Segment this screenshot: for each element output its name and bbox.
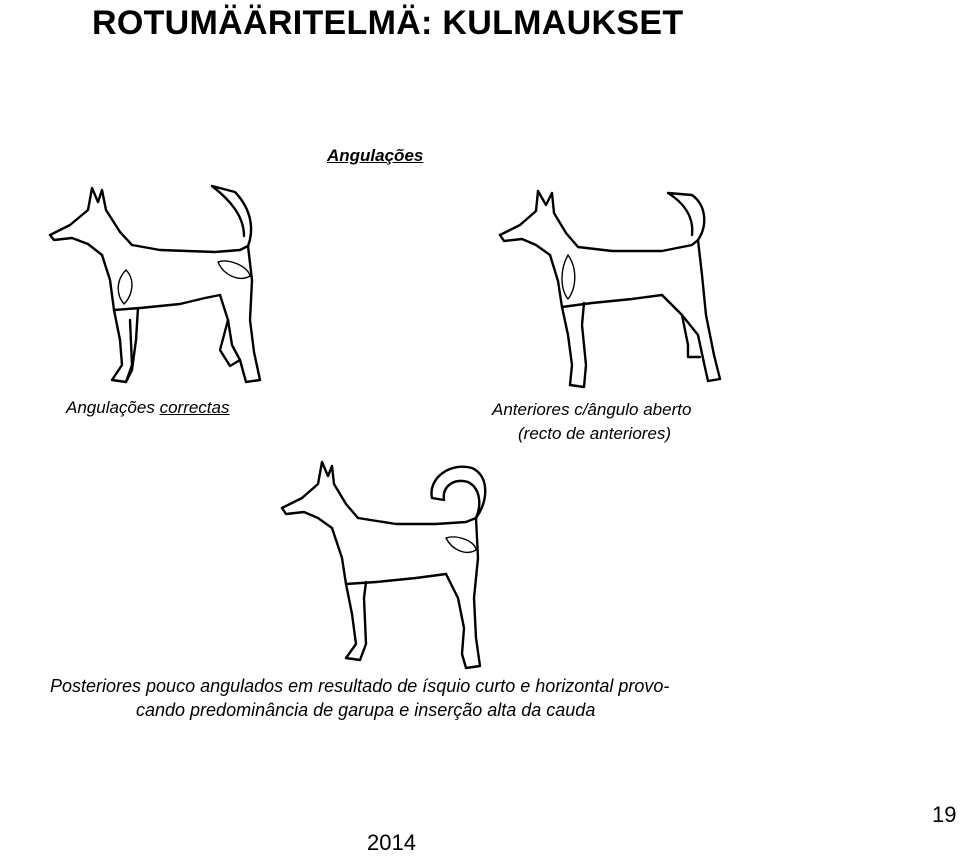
dog-drawing-correct-angulation <box>40 180 280 390</box>
caption-hindquarters-line1: Posteriores pouco angulados em resultado de ísquio curto e horizontal provo- <box>50 676 670 696</box>
caption-hindquarters-line2: cando predominância de garupa e inserção alta da cauda <box>136 700 596 720</box>
dog-drawing-straight-hindquarters <box>276 458 506 678</box>
caption-correct-angulation <box>66 396 230 420</box>
caption-open-angle-fronts <box>492 398 691 446</box>
footer-year: 2014 <box>367 830 416 855</box>
caption-correct-underlined: correctas <box>159 398 230 417</box>
caption-open-angle-line2: (recto de anteriores) <box>518 424 672 443</box>
figure-heading: Angulações <box>327 146 424 165</box>
caption-correct-prefix: Angulações <box>66 398 160 417</box>
page-number: 19 <box>932 802 957 827</box>
page-title: ROTUMÄÄRITELMÄ: KULMAUKSET <box>92 4 684 42</box>
dog-drawing-open-angle-fronts <box>492 185 732 395</box>
caption-straight-hindquarters <box>50 674 669 722</box>
caption-open-angle-line1: Anteriores c/ângulo aberto <box>492 400 692 419</box>
